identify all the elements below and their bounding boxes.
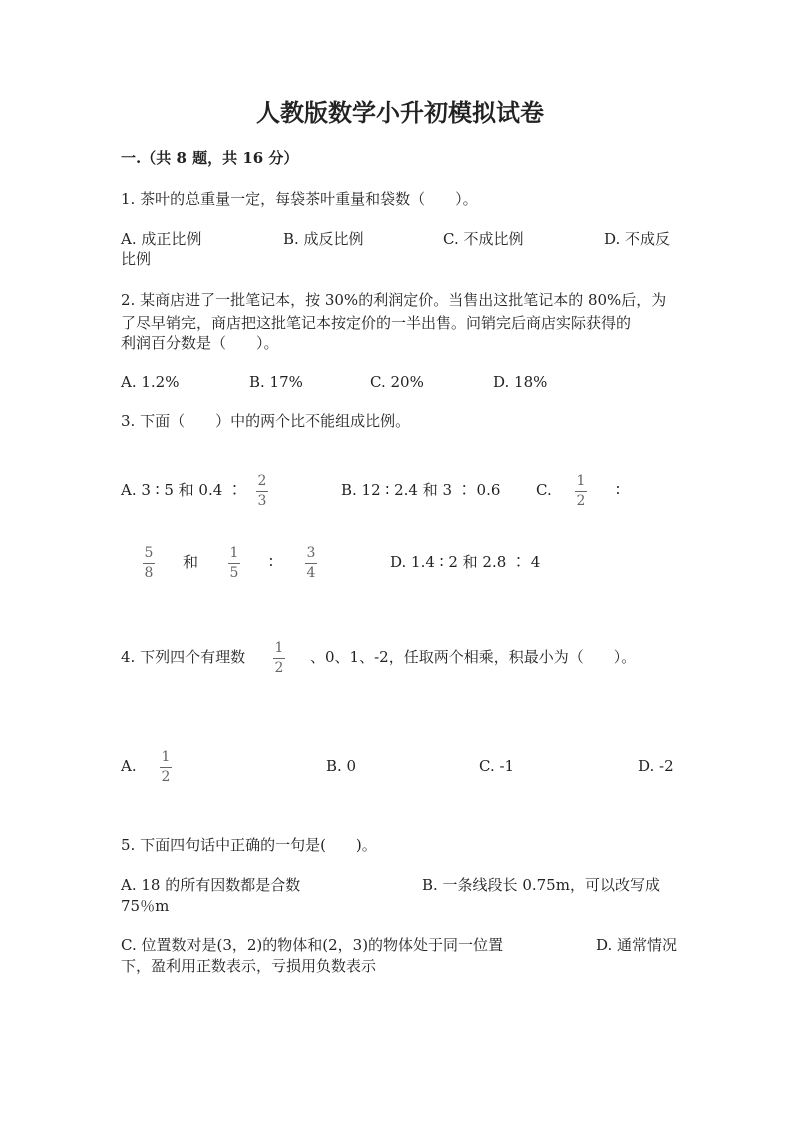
question-3-option-c-colon-2: ∶: [269, 553, 273, 571]
question-1-option-d-cont: 比例: [121, 250, 152, 268]
fraction-numerator: 1: [576, 473, 586, 489]
question-3-option-b: B. 12 ∶ 2.4 和 3 ∶ 0.6: [341, 481, 501, 499]
question-2-line-2: 了尽早销完，商店把这批笔记本按定价的一半出售。问销完后商店实际获得的: [121, 314, 632, 332]
question-3-option-c-fraction-2: [143, 546, 155, 581]
question-4-stem-fraction: [273, 641, 285, 676]
fraction-numerator: 1: [161, 749, 171, 765]
fraction-numerator: 5: [144, 545, 154, 561]
fraction-bar: [228, 563, 240, 564]
fraction-bar: [273, 658, 285, 659]
question-5-option-b-cont: 75％m: [121, 897, 170, 915]
question-1-option-a: A. 成正比例: [121, 230, 202, 248]
question-2-option-d: D. 18%: [493, 373, 548, 391]
fraction-denominator: 2: [576, 493, 586, 509]
question-3-option-c-fraction-4: [305, 546, 317, 581]
question-2-line-3: 利润百分数是（ ）。: [121, 334, 279, 352]
fraction-denominator: 2: [274, 660, 284, 676]
fraction-bar: [143, 563, 155, 564]
fraction-denominator: 2: [161, 769, 171, 785]
fraction-bar: [160, 767, 172, 768]
question-3-option-a: A. 3 ∶ 5 和 0.4 ∶: [121, 481, 243, 499]
question-2-option-a: A. 1.2%: [121, 373, 180, 391]
question-3-option-a-fraction: [256, 474, 268, 509]
question-5-option-a: A. 18 的所有因数都是合数: [121, 876, 301, 894]
fraction-numerator: 2: [257, 473, 267, 489]
question-2-line-1: 2. 某商店进了一批笔记本，按 30%的利润定价。当售出这批笔记本的 80%后，为: [121, 291, 667, 309]
question-3-option-c-fraction-1: [575, 474, 587, 509]
question-5-option-d: D. 通常情况: [596, 936, 678, 954]
question-4-option-a-fraction: [160, 750, 172, 785]
question-4-stem-end: 、0、1、-2，任取两个相乘，积最小为（ ）。: [310, 648, 637, 666]
question-5-option-c: C. 位置数对是(3，2)的物体和(2，3)的物体处于同一位置: [121, 936, 504, 954]
question-4-option-d: D. -2: [638, 757, 674, 775]
question-4-option-b: B. 0: [326, 757, 357, 775]
question-1-stem: 1. 茶叶的总重量一定，每袋茶叶重量和袋数（ ）。: [121, 190, 478, 208]
fraction-numerator: 1: [274, 640, 284, 656]
question-1-option-b: B. 成反比例: [283, 230, 364, 248]
question-3-stem: 3. 下面（ ）中的两个比不能组成比例。: [121, 412, 411, 430]
fraction-numerator: 3: [306, 545, 316, 561]
question-3-option-d: D. 1.4 ∶ 2 和 2.8 ∶ 4: [390, 553, 541, 571]
fraction-bar: [256, 491, 268, 492]
question-5-option-d-cont: 下，盈利用正数表示，亏损用负数表示: [121, 957, 377, 975]
question-2-option-b: B. 17%: [249, 373, 303, 391]
question-1-option-d: D. 不成反: [604, 230, 671, 248]
question-4-stem-start: 4. 下列四个有理数: [121, 648, 246, 666]
question-2-option-c: C. 20%: [370, 373, 424, 391]
question-3-option-c-and: 和: [183, 553, 199, 571]
section-heading: 一.（共 8 题，共 16 分）: [121, 149, 299, 167]
fraction-numerator: 1: [229, 545, 239, 561]
page-title: 人教版数学小升初模拟试卷: [256, 98, 544, 127]
question-1-option-c: C. 不成比例: [443, 230, 524, 248]
question-4-option-a-label: A.: [121, 757, 137, 775]
question-5-stem: 5. 下面四句话中正确的一句是( )。: [121, 836, 377, 854]
fraction-denominator: 8: [144, 565, 154, 581]
fraction-denominator: 3: [257, 493, 267, 509]
fraction-denominator: 4: [306, 565, 316, 581]
question-3-option-c-label: C.: [536, 481, 552, 499]
question-3-option-c-colon-1: ∶: [616, 481, 620, 499]
question-4-option-c: C. -1: [479, 757, 515, 775]
fraction-bar: [575, 491, 587, 492]
fraction-bar: [305, 563, 317, 564]
question-5-option-b: B. 一条线段长 0.75m，可以改写成: [422, 876, 660, 894]
question-3-option-c-fraction-3: [228, 546, 240, 581]
fraction-denominator: 5: [229, 565, 239, 581]
